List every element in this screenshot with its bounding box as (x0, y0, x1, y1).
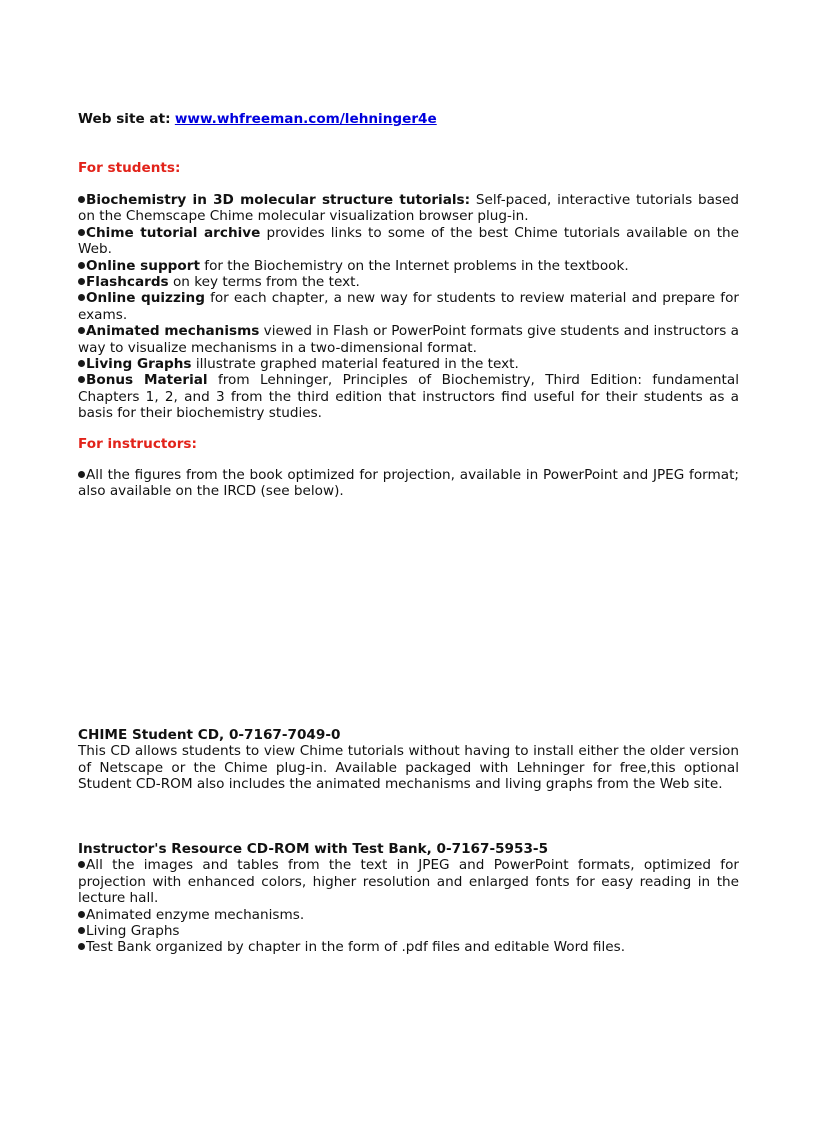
list-item (78, 258, 739, 274)
item-text: from Lehninger, Principles of Biochemistry, Third Edition: fundamental Chapters 1, 2, and 3 from the third edition that instructors find useful for their students as a basis for their biochemistry studies. (78, 372, 739, 422)
instructors-list (78, 467, 739, 500)
list-item (78, 907, 739, 923)
item-text: illustrate graphed material featured in the text. (191, 356, 519, 373)
item-text: Living Graphs (86, 923, 180, 940)
bullet-icon (78, 229, 85, 236)
item-term: Living Graphs (86, 356, 192, 373)
item-term: Animated mechanisms (86, 323, 260, 340)
bullet-icon (78, 360, 85, 367)
item-text: Animated enzyme mechanisms. (86, 906, 305, 923)
item-text: provides links to some of the best Chime tutorials available on the Web. (78, 224, 740, 258)
item-term: Online quizzing (86, 290, 205, 307)
bullet-icon (78, 376, 85, 383)
chime-cd-section (78, 727, 739, 793)
item-text: Self-paced, interactive tutorials based on the Chemscape Chime molecular visualization browser plug-in. (78, 192, 740, 225)
item-term: Flashcards (86, 274, 169, 291)
list-item (78, 939, 739, 955)
item-term: Biochemistry in 3D molecular structure tutorials: (86, 192, 471, 208)
item-text: for each chapter, a new way for students to review material and prepare for exams. (78, 290, 739, 323)
instructors-heading: For instructors: (78, 436, 197, 452)
item-text: viewed in Flash or PowerPoint formats give students and instructors a way to visualize mechanisms in a two-dimensional format. (78, 323, 739, 356)
list-item (78, 323, 739, 356)
students-list (78, 192, 739, 422)
ircd-section (78, 841, 739, 956)
ircd-title: Instructor's Resource CD-ROM with Test Bank, 0-7167-5953-5 (78, 841, 549, 857)
list-item (78, 467, 739, 500)
bullet-icon (78, 327, 85, 334)
bullet-icon (78, 471, 85, 478)
item-term: Online support (86, 257, 200, 274)
website-line (78, 111, 739, 127)
list-item (78, 857, 739, 906)
bullet-icon (78, 911, 85, 918)
list-item (78, 225, 739, 258)
website-link[interactable]: www.whfreeman.com/lehninger4e (174, 111, 437, 127)
item-term: Chime tutorial archive (86, 224, 261, 241)
bullet-icon (78, 294, 85, 301)
list-item (78, 923, 739, 939)
list-item (78, 356, 739, 372)
bullet-icon (78, 262, 85, 269)
item-text: Test Bank organized by chapter in the form of .pdf files and editable Word files. (86, 939, 626, 956)
list-item (78, 372, 739, 421)
bullet-icon (78, 927, 85, 934)
list-item (78, 290, 739, 323)
chime-cd-title: CHIME Student CD, 0-7167-7049-0 (78, 727, 341, 743)
item-text: for the Biochemistry on the Internet problems in the textbook. (199, 257, 629, 274)
bullet-icon (78, 196, 85, 203)
list-item (78, 274, 739, 290)
bullet-icon (78, 278, 85, 285)
item-text: All the images and tables from the text in JPEG and PowerPoint formats, optimized for projection with enhanced colors, higher resolution and enlarged fonts for easy reading in the lecture hall. (78, 857, 739, 907)
item-term: Bonus Material (86, 372, 208, 389)
list-item (78, 192, 739, 225)
students-heading: For students: (78, 160, 181, 176)
chime-cd-body: This CD allows students to view Chime tutorials without having to install either the older version of Netscape or the Chime plug-in. Available packaged with Lehninger for free,this optional Student CD-ROM also includes the animated mechanisms and living graphs from the Web site. (78, 743, 739, 793)
item-text: All the figures from the book optimized for projection, available in PowerPoint and JPEG format; also available on the IRCD (see below). (78, 467, 739, 500)
website-label: Web site at: (78, 111, 171, 127)
bullet-icon (78, 943, 85, 950)
item-text: on key terms from the text. (168, 274, 360, 291)
bullet-icon (78, 861, 85, 868)
